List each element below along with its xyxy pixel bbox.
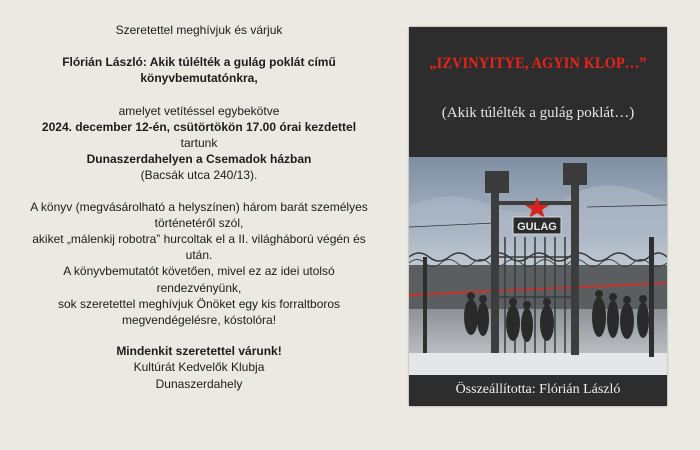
watch-tower-right	[563, 163, 587, 185]
held-text: tartunk	[180, 136, 218, 151]
after-event-line: sok szeretettel meghívjuk Önöket egy kis forraltboros	[57, 296, 341, 311]
description-line: akiket „málenkij robotra” hurcoltak el a II. világháború végén és	[32, 232, 366, 247]
book-subtitle: (Akik túlélték a gulág poklát…)	[441, 105, 635, 121]
book-title: „IZVINYITYE, AGYIN KLOP…”	[429, 55, 647, 72]
after-event-line: A könyvbemutatót követően, mivel ez az idei utolsó	[63, 264, 335, 279]
tower-post	[491, 193, 499, 353]
tower-post	[571, 185, 579, 355]
organizer-city: Dunaszerdahely	[155, 376, 243, 391]
book-announcement-line2: könyvbemutatónkra,	[140, 71, 258, 86]
organizer-club: Kultúrát Kedvelők Klubja	[133, 360, 265, 375]
gate-sign-text: GULAG	[517, 221, 557, 233]
book-author: Összeállította: Flórián László	[455, 382, 621, 397]
book-announcement-line1: Flórián László: Akik túlélték a gulág poklát című	[62, 55, 336, 70]
description-line: után.	[185, 248, 213, 263]
watch-tower-left	[485, 171, 509, 193]
greeting: Szeretettel meghívjuk és várjuk	[115, 23, 283, 37]
closing-text: Mindenkit szeretettel várunk!	[116, 344, 282, 359]
after-event-line: megvendégelésre, kóstolóra!	[121, 313, 277, 328]
event-venue: Dunaszerdahelyen a Csemadok házban	[86, 152, 312, 167]
description-line: A könyv (megvásárolható a helyszínen) három barát személyes	[30, 199, 368, 214]
intro-text: amelyet vetítéssel egybekötve	[118, 103, 280, 118]
snow	[409, 353, 667, 375]
book-cover	[409, 27, 667, 406]
fence-post	[649, 237, 654, 357]
fence-post	[423, 257, 427, 353]
event-date: 2024. december 12-én, csütörtökön 17.00 órai kezdettel	[41, 119, 357, 134]
description-line: történetéről szól,	[154, 215, 244, 230]
invitation-text	[28, 22, 370, 392]
event-address: (Bacsák utca 240/13).	[140, 168, 258, 183]
after-event-line: rendezvényünk,	[156, 280, 242, 295]
gulag-gate-photo	[409, 157, 667, 375]
